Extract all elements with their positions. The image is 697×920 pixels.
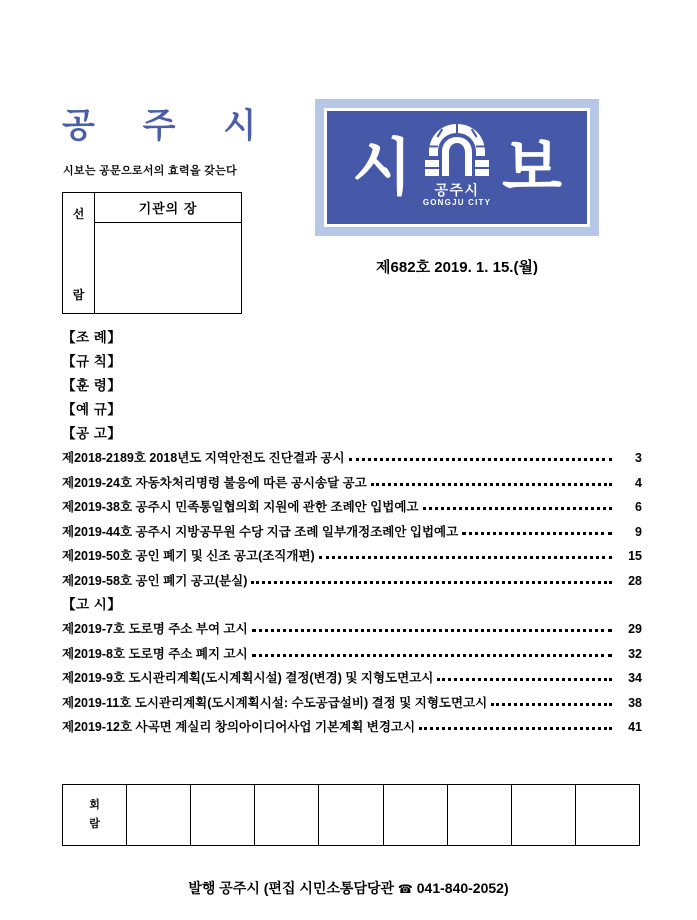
sibo-char-bo: 보 [502, 130, 562, 204]
emblem-korean-label: 공주시 [434, 181, 480, 198]
toc-leader-dots [319, 550, 612, 562]
toc-entry-title: 제2019-7호 도로명 주소 부여 고시 [62, 622, 248, 636]
gongju-city-emblem-icon [416, 116, 498, 220]
toc-leader-dots [491, 697, 612, 709]
toc-leader-dots [462, 526, 612, 538]
toc-section-heading: 【조 례】 [62, 330, 122, 345]
approval-signature-area [95, 223, 241, 313]
toc-entry-title: 제2019-9호 도시관리계획(도시계획시설) 결정(변경) 및 지형도면고시 [62, 671, 434, 685]
toc-entry-page: 41 [628, 720, 642, 734]
city-title: 공 주 시 [62, 106, 275, 146]
toc-entry[interactable] [62, 495, 642, 520]
city-motto: 시보는 공문으로서의 효력을 갖는다 [63, 165, 237, 177]
circulation-empty-cell[interactable] [384, 785, 448, 845]
toc-leader-dots [252, 623, 612, 635]
sibo-char-si: 시 [352, 130, 412, 204]
toc-entry-page: 6 [635, 500, 642, 514]
toc-leader-dots [349, 452, 612, 464]
toc-leader-dots [423, 501, 612, 513]
toc-entry-page: 4 [635, 475, 642, 490]
toc-entry-title: 제2019-44호 공주시 지방공무원 수당 지급 조례 일부개정조례안 입법예고 [62, 524, 459, 539]
toc-section-heading: 【예 규】 [62, 402, 122, 417]
toc-entry[interactable] [62, 691, 642, 716]
circulation-empty-cell[interactable] [191, 785, 255, 845]
telephone-icon: ☎ [397, 882, 413, 896]
masthead [0, 0, 697, 300]
toc-section-heading: 【훈 령】 [62, 378, 122, 393]
toc-entry[interactable] [62, 520, 642, 545]
circulation-empty-cell[interactable] [576, 785, 639, 845]
toc-entry[interactable] [62, 715, 642, 740]
circulation-empty-cell[interactable] [127, 785, 191, 845]
publisher-footer [0, 878, 697, 898]
toc-entry-title: 제2019-11호 도시관리계획(도시계획시설: 수도공급설비) 결정 및 지형도면고시 [62, 695, 488, 710]
circulation-label-cell [63, 785, 127, 845]
toc-entry-title: 제2019-50호 공인 폐기 및 신조 공고(조직개편) [62, 549, 315, 563]
toc-entry-title: 제2018-2189호 2018년도 지역안전도 진단결과 공시 [62, 451, 345, 465]
toc-entry[interactable] [62, 544, 642, 569]
toc-entry-page: 34 [628, 671, 642, 685]
toc-entry[interactable] [62, 617, 642, 642]
toc-entry-page: 15 [628, 549, 642, 563]
emblem-english-label: GONGJU CITY [422, 197, 492, 207]
toc-section-heading: 【고 시】 [62, 597, 122, 612]
footer-phone-number: 041-840-2052) [412, 880, 509, 896]
toc-entry-title: 제2019-12호 사곡면 계실리 창의아이디어사업 기본계획 변경고시 [62, 720, 416, 734]
toc-leader-dots [252, 648, 612, 660]
approval-label-bottom: 람 [72, 288, 85, 302]
toc-leader-dots [419, 721, 612, 733]
issue-number-and-date: 제682호 2019. 1. 15.(월) [376, 259, 538, 276]
footer-text-before-phone: 발행 공주시 (편집 시민소통담당관 [188, 880, 398, 896]
circulation-table [62, 784, 640, 846]
toc-entry[interactable] [62, 471, 642, 496]
approval-content [95, 193, 241, 313]
approval-box [62, 192, 242, 314]
toc-entry[interactable] [62, 642, 642, 667]
toc-entry-title: 제2019-8호 도로명 주소 폐지 고시 [62, 646, 248, 661]
circulation-label-line1: 회 [89, 799, 100, 811]
toc-entry-page: 29 [628, 622, 642, 636]
circulation-empty-cell[interactable] [448, 785, 512, 845]
circulation-empty-cell[interactable] [255, 785, 319, 845]
sibo-logo-inner [324, 108, 590, 227]
toc-section-heading: 【공 고】 [62, 426, 122, 441]
toc-entry[interactable] [62, 569, 642, 594]
toc-entry[interactable] [62, 446, 642, 471]
toc-entry-page: 38 [628, 695, 642, 710]
toc-entry-title: 제2019-24호 자동차처리명령 불응에 따른 공시송달 공고 [62, 475, 367, 490]
toc-entry-title: 제2019-58호 공인 폐기 공고(분실) [62, 573, 248, 588]
toc-entry-page: 9 [635, 524, 642, 539]
sibo-logo-plate [315, 99, 599, 236]
approval-header: 기관의 장 [95, 193, 241, 223]
approval-label-column [63, 193, 95, 313]
toc-leader-dots [371, 477, 612, 489]
toc-entry[interactable] [62, 666, 642, 691]
approval-label-top: 선 [72, 207, 85, 221]
circulation-empty-cell[interactable] [512, 785, 576, 845]
circulation-label-line2: 람 [89, 818, 100, 830]
circulation-label [89, 796, 100, 834]
toc-entry-page: 28 [628, 573, 642, 588]
toc-entry-page: 32 [628, 646, 642, 661]
toc-leader-dots [251, 575, 612, 587]
toc-entry-title: 제2019-38호 공주시 민족통일협의회 지원에 관한 조례안 입법예고 [62, 500, 419, 514]
toc-entry-page: 3 [635, 451, 642, 465]
toc-leader-dots [437, 672, 612, 684]
table-of-contents [62, 326, 642, 740]
toc-section-heading: 【규 칙】 [62, 354, 122, 369]
circulation-empty-cell[interactable] [319, 785, 383, 845]
